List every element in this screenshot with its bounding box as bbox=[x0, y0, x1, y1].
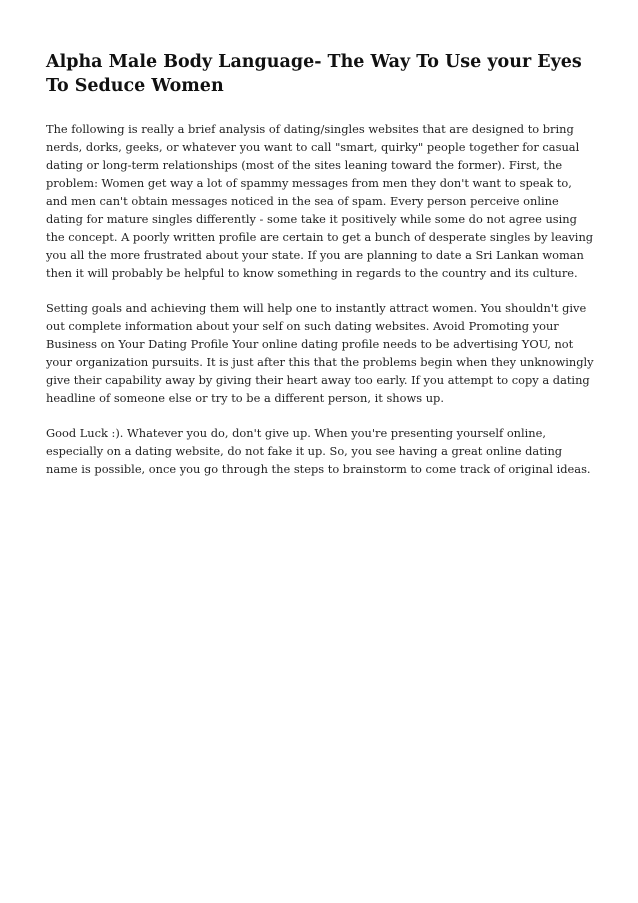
paragraph-3: Good Luck :). Whatever you do, don't give up. When you're presenting yourself online, especially on a dating website, do not fake it up. So, you see having a great online dating name is possible, once you go through the steps to brainstorm to come track of original ideas. bbox=[46, 426, 591, 476]
document-title: Alpha Male Body Language- The Way To Use your Eyes To Seduce Women bbox=[46, 52, 582, 96]
document-page bbox=[46, 50, 596, 495]
paragraph-1: The following is really a brief analysis of dating/singles websites that are designed to bring nerds, dorks, geeks, or whatever you want to call "smart, quirky" people together for casual dating or long-term relationships (most of the sites leaning toward the former). First, the problem: Women get way a lot of spammy messages from men they don't want to speak to, and men can't obtain messages noticed in the sea of spam. Every person perceive online dating for mature singles differently - some take it positively while some do not agree using the concept. A poorly written profile are certain to get a bunch of desperate singles by leaving you all the more frustrated about your state. If you are planning to date a Sri Lankan woman then it will probably be helpful to know something in regards to the country and its culture. bbox=[46, 122, 594, 280]
paragraph-2: Setting goals and achieving them will help one to instantly attract women. You shouldn't give out complete information about your self on such dating websites. Avoid Promoting your Business on Your Dating Profile Your online dating profile needs to be advertising YOU, not your organization pursuits. It is just after this that the problems begin when they unknowingly give their capability away by giving their heart away too early. If you attempt to copy a dating headline of someone else or try to be a different person, it shows up. bbox=[46, 301, 594, 405]
